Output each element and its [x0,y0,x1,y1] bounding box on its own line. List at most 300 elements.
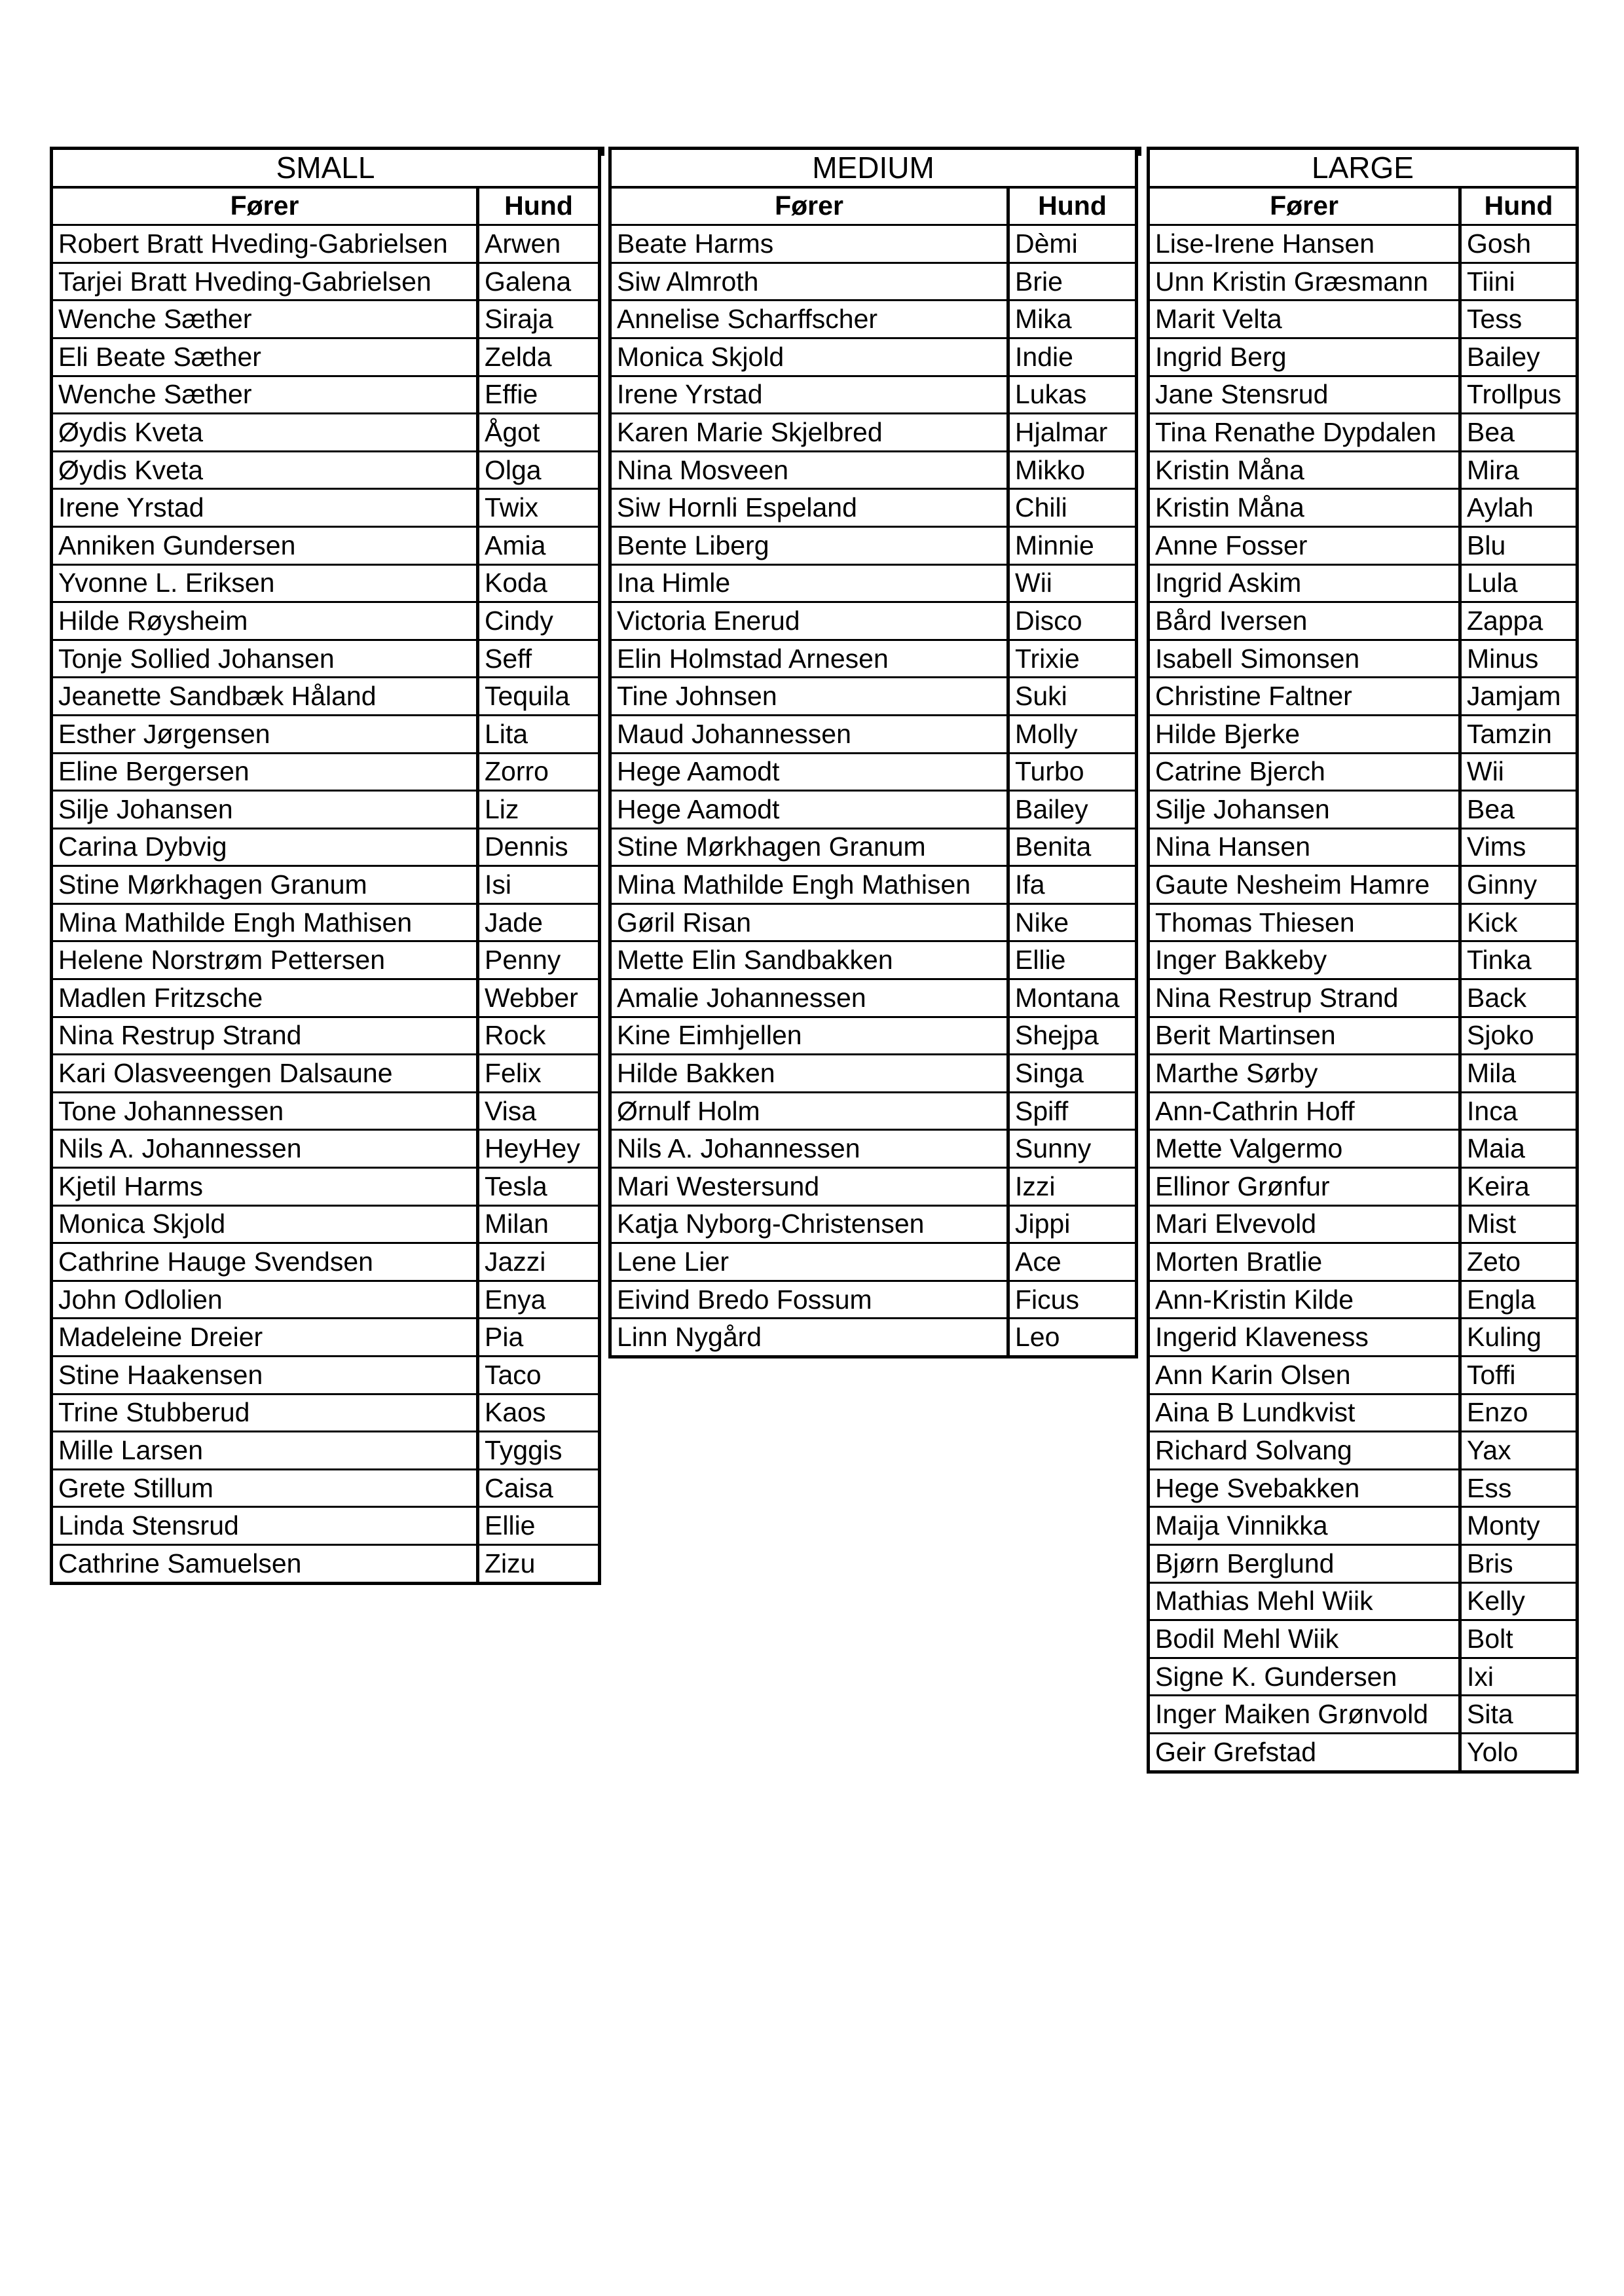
handler-name-cell: Thomas Thiesen [1149,903,1460,941]
table-row [52,640,600,678]
handler-name-cell: Monica Skjold [52,1205,478,1243]
dog-name-cell: Ellie [1008,941,1137,979]
table-row [1149,526,1578,564]
table-row [1149,1205,1578,1243]
table-row [610,338,1137,376]
dog-name-cell: Yax [1460,1432,1578,1470]
dog-name-cell: Indie [1008,338,1137,376]
handler-name-cell: Mille Larsen [52,1432,478,1470]
dog-name-cell: Zeto [1460,1243,1578,1281]
table-row [1149,451,1578,489]
handler-name-cell: Maija Vinnikka [1149,1507,1460,1545]
dog-name-cell: Enzo [1460,1394,1578,1432]
table-row [1149,1620,1578,1658]
handler-name-cell: John Odlolien [52,1281,478,1319]
dog-name-cell: Bea [1460,791,1578,829]
dog-column-header: Hund [478,187,600,225]
handler-name-cell: Bjørn Berglund [1149,1544,1460,1582]
handler-column-header: Fører [52,187,478,225]
table-row [1149,753,1578,791]
dog-name-cell: Cindy [478,602,600,640]
handler-name-cell: Nils A. Johannessen [610,1130,1008,1168]
table-row [610,225,1137,263]
dog-name-cell: Mist [1460,1205,1578,1243]
table-row [52,564,600,602]
handler-name-cell: Isabell Simonsen [1149,640,1460,678]
dog-name-cell: Arwen [478,225,600,263]
handler-name-cell: Carina Dybvig [52,828,478,866]
dog-name-cell: Dennis [478,828,600,866]
table-row [1149,1281,1578,1319]
table-row [52,602,600,640]
table-row [610,1092,1137,1130]
handler-name-cell: Morten Bratlie [1149,1243,1460,1281]
table-row [52,263,600,301]
dog-name-cell: Jamjam [1460,678,1578,716]
dog-name-cell: Liz [478,791,600,829]
dog-name-cell: Caisa [478,1469,600,1507]
table-row [52,1168,600,1206]
handler-name-cell: Lise-Irene Hansen [1149,225,1460,263]
dog-name-cell: Wii [1008,564,1137,602]
handler-name-cell: Ann Karin Olsen [1149,1357,1460,1394]
dog-name-cell: Brie [1008,263,1137,301]
table-row [610,263,1137,301]
dog-name-cell: Ess [1460,1469,1578,1507]
table-row [52,1092,600,1130]
handler-name-cell: Yvonne L. Eriksen [52,564,478,602]
dog-name-cell: Maia [1460,1130,1578,1168]
table-row [610,1243,1137,1281]
table-row [1149,376,1578,414]
dog-name-cell: Shejpa [1008,1017,1137,1055]
handler-name-cell: Ørnulf Holm [610,1092,1008,1130]
table-row [610,979,1137,1017]
dog-name-cell: Sjoko [1460,1017,1578,1055]
handler-name-cell: Mathias Mehl Wiik [1149,1582,1460,1620]
table-row [610,715,1137,753]
handler-name-cell: Anniken Gundersen [52,526,478,564]
table-row [1149,489,1578,527]
table-row [610,903,1137,941]
table-row [610,526,1137,564]
handler-name-cell: Siw Almroth [610,263,1008,301]
handler-name-cell: Kristin Måna [1149,489,1460,527]
dog-name-cell: Minnie [1008,526,1137,564]
dog-name-cell: Lita [478,715,600,753]
dog-name-cell: Keira [1460,1168,1578,1206]
dog-name-cell: Singa [1008,1055,1137,1093]
dog-name-cell: Monty [1460,1507,1578,1545]
small-class-title: SMALL [52,149,600,187]
table-row [1149,1432,1578,1470]
dog-name-cell: Toffi [1460,1357,1578,1394]
handler-name-cell: Marit Velta [1149,301,1460,338]
dog-name-cell: Mikko [1008,451,1137,489]
dog-name-cell: Hjalmar [1008,414,1137,452]
table-row [52,338,600,376]
handler-name-cell: Mette Elin Sandbakken [610,941,1008,979]
dog-name-cell: Rock [478,1017,600,1055]
handler-name-cell: Eline Bergersen [52,753,478,791]
table-row [1149,1696,1578,1734]
handler-name-cell: Madeleine Dreier [52,1319,478,1357]
dog-name-cell: Trixie [1008,640,1137,678]
dog-name-cell: Izzi [1008,1168,1137,1206]
handler-name-cell: Berit Martinsen [1149,1017,1460,1055]
handler-name-cell: Ann-Kristin Kilde [1149,1281,1460,1319]
dog-name-cell: Disco [1008,602,1137,640]
table-row [1149,1243,1578,1281]
handler-name-cell: Helene Norstrøm Pettersen [52,941,478,979]
small-class-table [50,147,601,1585]
table-row [1149,414,1578,452]
dog-name-cell: Engla [1460,1281,1578,1319]
handler-name-cell: Christine Faltner [1149,678,1460,716]
handler-name-cell: Jane Stensrud [1149,376,1460,414]
handler-name-cell: Øydis Kveta [52,451,478,489]
table-row [52,1469,600,1507]
handler-name-cell: Gaute Nesheim Hamre [1149,866,1460,904]
dog-name-cell: Chili [1008,489,1137,527]
handler-name-cell: Tarjei Bratt Hveding-Gabrielsen [52,263,478,301]
handler-name-cell: Bente Liberg [610,526,1008,564]
dog-name-cell: Sita [1460,1696,1578,1734]
handler-name-cell: Mari Elvevold [1149,1205,1460,1243]
column-separator [1135,147,1141,156]
handler-name-cell: Anne Fosser [1149,526,1460,564]
dog-name-cell: Jippi [1008,1205,1137,1243]
dog-name-cell: Nike [1008,903,1137,941]
handler-name-cell: Stine Haakensen [52,1357,478,1394]
table-row [52,678,600,716]
handler-name-cell: Maud Johannessen [610,715,1008,753]
dog-name-cell: Tequila [478,678,600,716]
table-row [52,1319,600,1357]
handler-name-cell: Kjetil Harms [52,1168,478,1206]
table-row [610,941,1137,979]
table-row [610,1281,1137,1319]
dog-name-cell: Leo [1008,1319,1137,1357]
table-row [610,1055,1137,1093]
handler-name-cell: Robert Bratt Hveding-Gabrielsen [52,225,478,263]
handler-name-cell: Unn Kristin Græsmann [1149,263,1460,301]
table-row [1149,1319,1578,1357]
table-row [52,414,600,452]
handler-name-cell: Esther Jørgensen [52,715,478,753]
table-row [610,828,1137,866]
dog-name-cell: Ace [1008,1243,1137,1281]
handler-name-cell: Inger Maiken Grønvold [1149,1696,1460,1734]
table-row [1149,941,1578,979]
table-row [52,1544,600,1583]
handler-name-cell: Mari Westersund [610,1168,1008,1206]
dog-name-cell: Ixi [1460,1658,1578,1696]
table-row [52,376,600,414]
dog-name-cell: Sunny [1008,1130,1137,1168]
table-row [610,414,1137,452]
table-row [52,866,600,904]
dog-name-cell: Kaos [478,1394,600,1432]
table-row [52,791,600,829]
dog-name-cell: Gosh [1460,225,1578,263]
dog-column-header: Hund [1008,187,1137,225]
dog-name-cell: Turbo [1008,753,1137,791]
table-row [1149,263,1578,301]
table-row [610,678,1137,716]
dog-name-cell: Zorro [478,753,600,791]
table-row [52,1281,600,1319]
handler-name-cell: Irene Yrstad [52,489,478,527]
dog-name-cell: Back [1460,979,1578,1017]
table-row [52,1432,600,1470]
handler-name-cell: Nina Restrup Strand [1149,979,1460,1017]
handler-name-cell: Silje Johansen [1149,791,1460,829]
table-row [610,866,1137,904]
handler-name-cell: Katja Nyborg-Christensen [610,1205,1008,1243]
table-row [1149,979,1578,1017]
dog-name-cell: Spiff [1008,1092,1137,1130]
table-row [610,753,1137,791]
table-row [1149,678,1578,716]
handler-name-cell: Stine Mørkhagen Granum [52,866,478,904]
table-row [52,1130,600,1168]
table-row [52,979,600,1017]
table-row [52,941,600,979]
table-row [1149,1507,1578,1545]
handler-name-cell: Tonje Sollied Johansen [52,640,478,678]
table-row [1149,301,1578,338]
dog-name-cell: Dèmi [1008,225,1137,263]
handler-name-cell: Tine Johnsen [610,678,1008,716]
dog-name-cell: Amia [478,526,600,564]
handler-name-cell: Tina Renathe Dypdalen [1149,414,1460,452]
dog-name-cell: HeyHey [478,1130,600,1168]
handler-name-cell: Nils A. Johannessen [52,1130,478,1168]
dog-name-cell: Isi [478,866,600,904]
dog-name-cell: Tiini [1460,263,1578,301]
medium-class-table [608,147,1138,1358]
handler-name-cell: Hege Aamodt [610,791,1008,829]
table-row [610,1168,1137,1206]
handler-name-cell: Kari Olasveengen Dalsaune [52,1055,478,1093]
handler-name-cell: Hilde Bakken [610,1055,1008,1093]
dog-column-header: Hund [1460,187,1578,225]
table-row [1149,1130,1578,1168]
handler-name-cell: Wenche Sæther [52,301,478,338]
table-row [52,526,600,564]
table-row [52,1017,600,1055]
large-class-title: LARGE [1149,149,1578,187]
handler-name-cell: Irene Yrstad [610,376,1008,414]
dog-name-cell: Kuling [1460,1319,1578,1357]
dog-name-cell: Visa [478,1092,600,1130]
handler-name-cell: Jeanette Sandbæk Håland [52,678,478,716]
table-row [1149,225,1578,263]
table-row [52,903,600,941]
table-row [52,1243,600,1281]
table-row [52,753,600,791]
table-row [1149,1544,1578,1582]
dog-name-cell: Tinka [1460,941,1578,979]
dog-name-cell: Benita [1008,828,1137,866]
table-row [1149,602,1578,640]
handler-name-cell: Øydis Kveta [52,414,478,452]
handler-name-cell: Nina Mosveen [610,451,1008,489]
dog-name-cell: Bailey [1460,338,1578,376]
dog-name-cell: Suki [1008,678,1137,716]
dog-name-cell: Ficus [1008,1281,1137,1319]
dog-name-cell: Ellie [478,1507,600,1545]
handler-name-cell: Kine Eimhjellen [610,1017,1008,1055]
table-row [1149,338,1578,376]
handler-name-cell: Ingrid Berg [1149,338,1460,376]
table-row [1149,1357,1578,1394]
handler-name-cell: Hilde Røysheim [52,602,478,640]
handler-name-cell: Hilde Bjerke [1149,715,1460,753]
table-row [1149,1092,1578,1130]
handler-name-cell: Gøril Risan [610,903,1008,941]
handler-name-cell: Mette Valgermo [1149,1130,1460,1168]
dog-name-cell: Zelda [478,338,600,376]
handler-name-cell: Monica Skjold [610,338,1008,376]
dog-name-cell: Olga [478,451,600,489]
table-row [1149,828,1578,866]
handler-name-cell: Nina Restrup Strand [52,1017,478,1055]
handler-name-cell: Tone Johannessen [52,1092,478,1130]
table-row [610,1130,1137,1168]
dog-name-cell: Tess [1460,301,1578,338]
dog-name-cell: Siraja [478,301,600,338]
dog-name-cell: Minus [1460,640,1578,678]
handler-name-cell: Nina Hansen [1149,828,1460,866]
dog-name-cell: Milan [478,1205,600,1243]
handler-name-cell: Elin Holmstad Arnesen [610,640,1008,678]
dog-name-cell: Ågot [478,414,600,452]
handler-name-cell: Marthe Sørby [1149,1055,1460,1093]
dog-name-cell: Galena [478,263,600,301]
handler-name-cell: Stine Mørkhagen Granum [610,828,1008,866]
handler-name-cell: Richard Solvang [1149,1432,1460,1470]
table-row [1149,1469,1578,1507]
table-row [52,1055,600,1093]
dog-name-cell: Inca [1460,1092,1578,1130]
handler-name-cell: Ina Himle [610,564,1008,602]
handler-name-cell: Hege Svebakken [1149,1469,1460,1507]
table-row [1149,903,1578,941]
column-separator [598,147,604,156]
large-class-table [1147,147,1579,1774]
table-row [1149,1658,1578,1696]
table-row [610,640,1137,678]
handler-name-cell: Wenche Sæther [52,376,478,414]
table-row [610,1017,1137,1055]
dog-name-cell: Lukas [1008,376,1137,414]
handler-name-cell: Bård Iversen [1149,602,1460,640]
dog-name-cell: Kelly [1460,1582,1578,1620]
dog-name-cell: Kick [1460,903,1578,941]
dog-name-cell: Mika [1008,301,1137,338]
dog-name-cell: Webber [478,979,600,1017]
table-row [1149,640,1578,678]
dog-name-cell: Bolt [1460,1620,1578,1658]
medium-class-title: MEDIUM [610,149,1137,187]
dog-name-cell: Zappa [1460,602,1578,640]
handler-name-cell: Linda Stensrud [52,1507,478,1545]
table-row [1149,715,1578,753]
dog-name-cell: Vims [1460,828,1578,866]
dog-name-cell: Yolo [1460,1733,1578,1772]
handler-name-cell: Cathrine Samuelsen [52,1544,478,1583]
table-row [610,1319,1137,1357]
handler-name-cell: Ingerid Klaveness [1149,1319,1460,1357]
handler-name-cell: Ellinor Grønfur [1149,1168,1460,1206]
handler-name-cell: Madlen Fritzsche [52,979,478,1017]
table-row [610,489,1137,527]
table-row [52,1205,600,1243]
handler-name-cell: Mina Mathilde Engh Mathisen [610,866,1008,904]
table-row [52,1507,600,1545]
dog-name-cell: Zizu [478,1544,600,1583]
dog-name-cell: Koda [478,564,600,602]
handler-name-cell: Amalie Johannessen [610,979,1008,1017]
handler-name-cell: Mina Mathilde Engh Mathisen [52,903,478,941]
handler-name-cell: Kristin Måna [1149,451,1460,489]
table-row [1149,564,1578,602]
table-row [610,376,1137,414]
dog-name-cell: Tyggis [478,1432,600,1470]
dog-name-cell: Bris [1460,1544,1578,1582]
table-row [52,828,600,866]
handler-name-cell: Silje Johansen [52,791,478,829]
table-row [1149,1394,1578,1432]
dog-name-cell: Jade [478,903,600,941]
dog-name-cell: Wii [1460,753,1578,791]
dog-name-cell: Bea [1460,414,1578,452]
table-row [610,791,1137,829]
dog-name-cell: Effie [478,376,600,414]
dog-name-cell: Twix [478,489,600,527]
table-row [610,564,1137,602]
dog-name-cell: Tesla [478,1168,600,1206]
dog-name-cell: Blu [1460,526,1578,564]
handler-name-cell: Trine Stubberud [52,1394,478,1432]
handler-name-cell: Bodil Mehl Wiik [1149,1620,1460,1658]
dog-name-cell: Lula [1460,564,1578,602]
handler-name-cell: Catrine Bjerch [1149,753,1460,791]
dog-name-cell: Pia [478,1319,600,1357]
dog-name-cell: Taco [478,1357,600,1394]
table-row [610,602,1137,640]
table-row [1149,791,1578,829]
table-row [52,1357,600,1394]
handler-column-header: Fører [610,187,1008,225]
handler-name-cell: Siw Hornli Espeland [610,489,1008,527]
dog-name-cell: Enya [478,1281,600,1319]
table-row [1149,866,1578,904]
table-row [52,301,600,338]
dog-name-cell: Jazzi [478,1243,600,1281]
handler-name-cell: Ingrid Askim [1149,564,1460,602]
handler-name-cell: Geir Grefstad [1149,1733,1460,1772]
handler-name-cell: Beate Harms [610,225,1008,263]
table-row [1149,1017,1578,1055]
handler-name-cell: Eli Beate Sæther [52,338,478,376]
handler-name-cell: Hege Aamodt [610,753,1008,791]
table-row [1149,1055,1578,1093]
handler-name-cell: Victoria Enerud [610,602,1008,640]
dog-name-cell: Tamzin [1460,715,1578,753]
